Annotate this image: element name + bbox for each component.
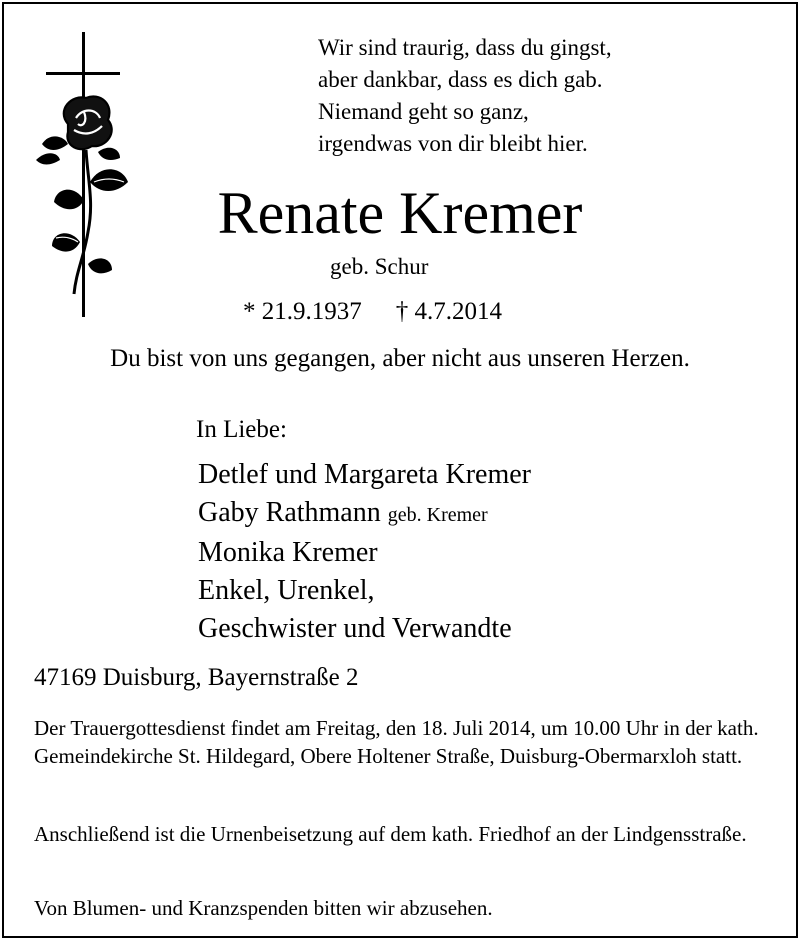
mourner-name: Monika Kremer xyxy=(198,537,378,568)
poem-line: Niemand geht so ganz, xyxy=(318,99,529,124)
birth-date: * 21.9.1937 xyxy=(243,298,362,325)
motto: Du bist von uns gegangen, aber nicht aus unseren Herzen. xyxy=(110,345,690,372)
mourner-row xyxy=(198,494,531,534)
poem-line: irgendwas von dir bleibt hier. xyxy=(318,131,588,156)
mourner-maiden-name: geb. Kremer xyxy=(387,504,488,526)
mourners-list xyxy=(198,456,531,648)
mourner-row xyxy=(198,456,531,494)
poem xyxy=(318,32,612,160)
life-dates xyxy=(243,296,502,328)
mourner-name: Detlef und Margareta Kremer xyxy=(198,459,531,490)
mourner-name: Gaby Rathmann xyxy=(198,497,381,528)
mourners-label: In Liebe: xyxy=(196,416,287,443)
mourner-row xyxy=(198,610,531,648)
service-notice: Der Trauergottesdienst findet am Freitag, den 18. Juli 2014, um 10.00 Uhr in der kath. Gemeindekirche St. Hildegard, Obere Holtener Straße, Duisburg-Obermarxloh statt. xyxy=(34,716,759,768)
mourner-name: Geschwister und Verwandte xyxy=(198,613,512,644)
death-date: † 4.7.2014 xyxy=(395,298,502,325)
mourner-row xyxy=(198,534,531,572)
mourner-row xyxy=(198,572,531,610)
poem-line: Wir sind traurig, dass du gingst, xyxy=(318,35,612,60)
deceased-name-text: Renate Kremer xyxy=(217,180,583,246)
mourner-name: Enkel, Urenkel, xyxy=(198,575,375,606)
deceased-name xyxy=(0,178,800,248)
address: 47169 Duisburg, Bayernstraße 2 xyxy=(34,664,359,691)
maiden-name: geb. Schur xyxy=(330,254,429,279)
burial-notice: Anschließend ist die Urnenbeisetzung auf dem kath. Friedhof an der Lindgensstraße. xyxy=(34,822,747,846)
cross-with-rose-icon xyxy=(28,32,138,322)
flowers-notice: Von Blumen- und Kranzspenden bitten wir abzusehen. xyxy=(34,896,493,920)
poem-line: aber dankbar, dass es dich gab. xyxy=(318,67,603,92)
